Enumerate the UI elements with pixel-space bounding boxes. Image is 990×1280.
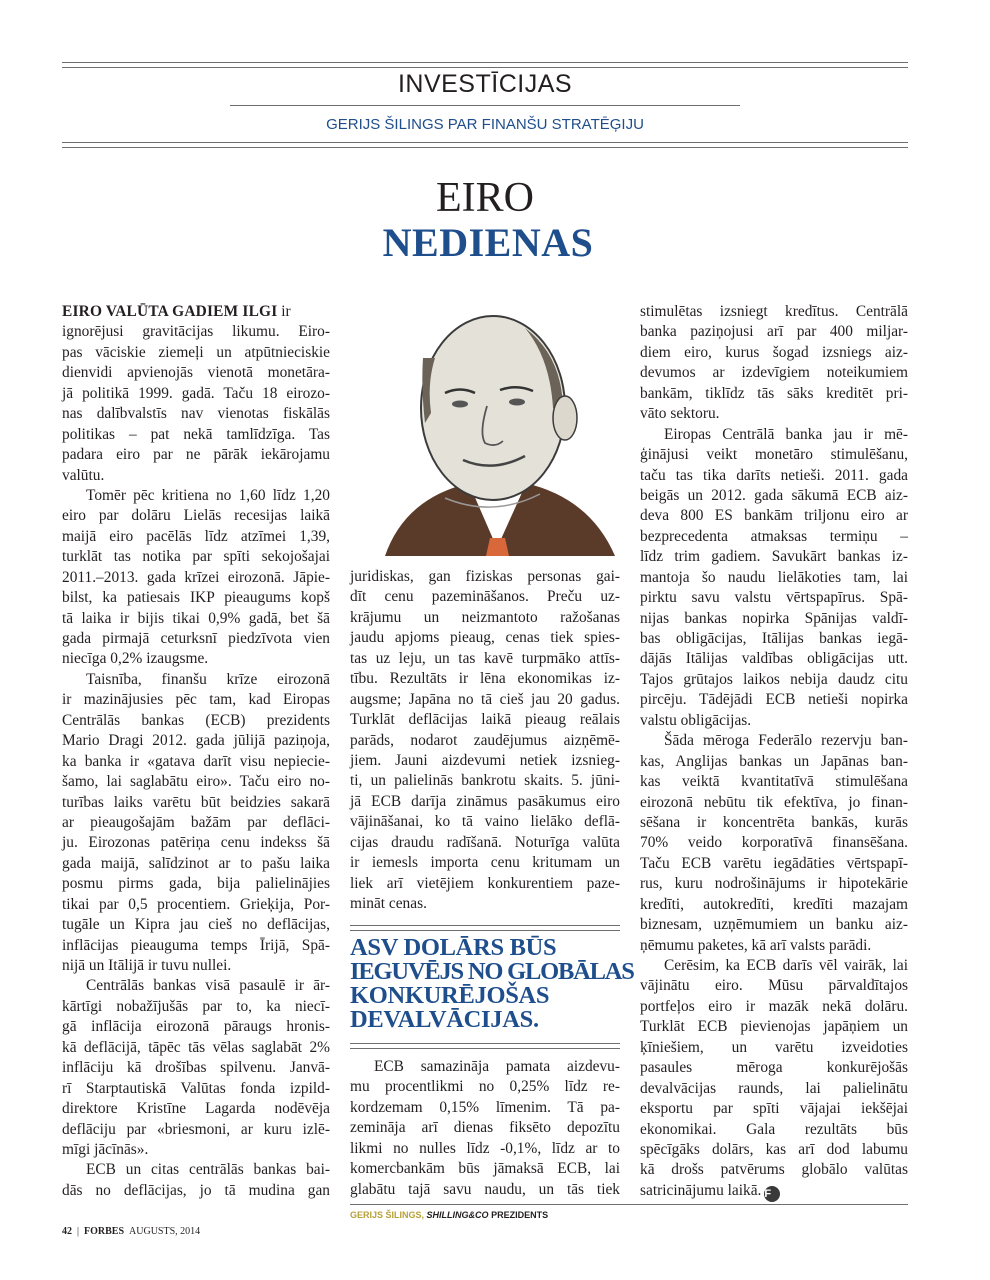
byline-role: PREZIDENTS — [491, 1210, 549, 1220]
lead-in: EIRO VALŪTA GADIEM ILGI — [62, 303, 278, 320]
page-number: 42 — [62, 1226, 72, 1237]
text-line: Tomēr pēc kritiena no 1,60 līdz 1,20 — [86, 486, 330, 504]
pull-quote-rule-top-2 — [350, 930, 620, 931]
text-line: parāds, nodarot zaudējumus aizņēmē- — [350, 731, 620, 749]
text-line: 2011.–2013. gada krīzei eirozonā. Jāpie- — [62, 568, 330, 586]
text-line: Centrālās bankas (ECB) prezidents — [62, 711, 330, 729]
text-line: pirktu savu valstu vērtspapīrus. Spā- — [640, 589, 908, 607]
text-line: Šāda mēroga Federālo rezervju ban- — [664, 732, 908, 750]
headline-line-2: NEDIENAS — [382, 220, 594, 265]
text-line: līdz trim gadiem. Savukārt bankas iz- — [640, 548, 908, 566]
text-line: portfeļos eiro ir mazāk nekā dolāru. — [640, 997, 908, 1015]
text-line: deva 800 ES bankām triljonu eiro ar — [640, 507, 908, 525]
text-line: Centrālās bankas visā pasaulē ir ār- — [86, 977, 330, 995]
text-line: jiem. Jauni aizdevumi netiek izsnieg- — [350, 751, 620, 769]
text-line: Tajos grūtajos laikos nebija daudz citu — [640, 670, 908, 688]
text-line — [62, 302, 330, 322]
top-rule-2 — [62, 67, 908, 68]
text-line: eiro par dolāru Lielās recesijas laikā — [62, 507, 330, 525]
text-line: ģinājusi veikt monetāro stimulēšanu, — [640, 446, 908, 464]
byline-rule — [350, 1204, 908, 1205]
text-line: krājumu un neizmantoto ražošanas — [350, 608, 620, 626]
text-line: maijā eiro pacēlās līdz atzīmei 1,39, — [62, 527, 330, 545]
text-line: Mario Dragi 2012. gada jūlijā paziņoja, — [62, 732, 330, 750]
text-line: dienvidi apvienojās vienotā monetāra- — [62, 364, 330, 382]
text-line-rest: ir — [281, 303, 291, 320]
text-line: bilst, ka patiesais IKP pieaugums kopš — [62, 589, 330, 607]
text-line: vāto sektoru. — [640, 405, 720, 423]
text-line: gada maijā, salīdzinot ar to pašu laika — [62, 854, 330, 872]
text-line: dājās Itālijas valdības obligācijas utt. — [640, 650, 908, 668]
byline-name: GERIJS ŠILINGS, — [350, 1210, 425, 1220]
article-column-2-top — [350, 567, 620, 914]
text-line: tību. Rezultāts ir lēna ekonomikas iz- — [350, 670, 620, 688]
text-line: turības laiks varētu būt beidzies sakarā — [62, 793, 330, 811]
text-line: diem eiro, kurus šogad izsniegs aiz- — [640, 343, 908, 361]
text-line: bas obligācijas, Itālijas bankas iegā- — [640, 630, 908, 647]
text-line: inflāciju kā drošības spilvenu. Janvā- — [62, 1059, 330, 1077]
text-line: dīt cenu pazemināšanos. Preču uz- — [350, 588, 620, 606]
text-line: kredīti, autokredīti, kredīti mazajam — [640, 895, 908, 913]
text-line: kā drošs patvērums globālo valūtas — [640, 1161, 908, 1179]
text-line: ti, un palielinās bankrotu skaits. 5. jūni- — [350, 772, 620, 790]
text-line: dās no deflācijas, jo tā mudina gan — [62, 1181, 330, 1199]
text-line: tā laika ir bijis tikai 0,9% gadā, bet šā — [62, 609, 330, 627]
text-line: jā ECB darīja zināmus pasākumus eiro — [350, 792, 620, 810]
section-title: INVESTĪCIJAS — [397, 70, 573, 98]
text-line: stimulētas izsniegt kredītus. Centrālā — [640, 303, 908, 320]
text-line: pas vāciskie ziemeļi un atpūtnieciskie — [62, 343, 330, 361]
text-line: gā inflācija eirozonā pāraugs hronis- — [62, 1018, 330, 1036]
text-line: kā deflācijā, tāpēc tās vēlas saglabāt 2% — [62, 1038, 330, 1056]
text-line: turklāt tas notika par spīti sekojošajai — [62, 548, 330, 566]
text-line: valūtu. — [62, 466, 105, 484]
pull-quote-line: IEGUVĒJS NO GLOBĀLAS — [350, 958, 634, 985]
text-line: gada pirmajā ceturksnī piedzīvota vien — [62, 630, 330, 647]
text-line: ekonomikai. Gala rezultāts būs — [640, 1120, 908, 1138]
pull-quote-rule-bottom-2 — [350, 1048, 620, 1049]
text-line: kas veiktā kvantitatīvā stimulēšana — [640, 773, 908, 791]
section-rule — [230, 105, 740, 106]
author-portrait — [375, 298, 620, 556]
text-line: jā politikā 1999. gadā. Taču 18 eirozo- — [62, 384, 330, 402]
text-line: beigās un 2012. gada sākumā ECB aiz- — [640, 486, 908, 504]
text-line: jaudu apjoms pieaug, cenas tiek spies- — [350, 629, 620, 647]
article-column-3 — [640, 302, 908, 1201]
text-line: banka paziņojusi arī par 400 miljar- — [640, 323, 908, 341]
text-line: ņēmumu paketes, kā arī valsts parādi. — [640, 936, 872, 954]
footer-separator: | — [77, 1226, 80, 1237]
portrait-illustration — [375, 298, 620, 556]
text-line: kordzemam 0,15% līmenim. Tā pa- — [350, 1098, 620, 1116]
byline-company: SHILLING&CO — [426, 1210, 489, 1220]
text-line: Turklāt deflācijas laikā pieaug reālais — [350, 711, 620, 729]
headline-line-1: EIRO — [436, 175, 534, 221]
text-line: nijas bankas nopirka Spānijas valdī- — [640, 609, 908, 627]
text-line: deflāciju par «briesmoni, ar kuru izlē- — [62, 1120, 330, 1138]
magazine-name: FORBES — [84, 1226, 125, 1237]
text-line: biznesam, uzņēmumiem un banku aiz- — [640, 916, 908, 934]
text-line: Taču ECB varētu iegādāties vērtspapī- — [640, 854, 908, 872]
text-line: kas, Anglijas bankas un Japānas ban- — [640, 752, 908, 770]
text-line: tikai par 0,5 procentiem. Grieķija, Por- — [62, 895, 330, 913]
text-line: pircēju. Tādējādi ECB netieši nopirka — [640, 691, 908, 709]
text-line: Eiropas Centrālā banka jau ir mē- — [664, 425, 908, 443]
header-bottom-rule-2 — [62, 147, 908, 148]
text-line: mīgi jācīnās». — [62, 1140, 149, 1158]
text-line: bezprecedenta atmaksas termiņu – — [640, 527, 908, 545]
text-line: pasaules mēroga konkurējošās — [640, 1059, 908, 1077]
text-line: augsme; Japāna no tā cieš jau 20 gadus. — [350, 690, 620, 708]
text-line: liek arī vietējiem konkurentiem paze- — [350, 874, 620, 892]
text-line: ignorējusi gravitācijas likumu. Eiro- — [62, 323, 330, 341]
text-line: posmu pirms gada, bija palielinājies — [62, 875, 330, 893]
page-footer — [62, 1226, 200, 1237]
text-line: šamo, lai saglabātu eiro». Taču eiro no- — [62, 773, 330, 791]
text-line: devalvācijas raunds, lai palielinātu — [640, 1079, 908, 1097]
text-line: ECB samazināja pamata aizdevu- — [374, 1058, 620, 1075]
text-line: vājināšanai, ko tā vaino lielāko deflā- — [350, 813, 620, 831]
text-line: Turklāt ECB pievienojas japāņiem un — [640, 1018, 908, 1036]
text-line: taču tas tika darīts netieši. 2011. gada — [640, 466, 908, 484]
text-line: mu procentlikmi no 0,25% līdz re- — [350, 1078, 620, 1096]
text-line: mināt cenas. — [350, 895, 427, 912]
text-line: devumos ar izdevīgiem noteikumiem — [640, 364, 908, 382]
top-rule — [62, 62, 908, 63]
text-line: eirozonā nebūtu tik efektīva, jo finan- — [640, 793, 908, 811]
pull-quote-rule-top — [350, 925, 620, 926]
issue-date: AUGUSTS, 2014 — [129, 1226, 201, 1237]
pull-quote-line: DEVALVĀCIJAS. — [350, 1006, 539, 1033]
text-line: rī Starptautiskā Valūtas fonda izpild- — [62, 1079, 330, 1097]
text-line: cijas draudu radīšanā. Noturīga valūta — [350, 833, 620, 851]
text-line: ir mazinājusies pēc tam, kad Eiropas — [62, 691, 330, 709]
text-line: ķīniešiem, un varētu izveidoties — [640, 1038, 908, 1056]
text-line: tugāle un Kipra jau cieš no deflācijas, — [62, 916, 330, 934]
text-line: Cerēsim, ka ECB darīs vēl vairāk, lai — [664, 957, 908, 974]
text-line: vājinātu eiro. Mūsu pārvaldītajos — [640, 977, 908, 995]
text-line: ir iemesls importa cenu kritumam un — [350, 854, 620, 872]
text-line: komercbankām būs jāmaksā ECB, lai — [350, 1160, 620, 1178]
text-line: 70% veido korporatīvā finansēšana. — [640, 834, 908, 852]
text-line — [640, 1181, 908, 1201]
pull-quote — [350, 934, 634, 1033]
text-line: direktore Kristīne Lagarda nodēvēja — [62, 1100, 330, 1118]
text-line-end: satricinājumu laikā. — [640, 1181, 762, 1199]
author-byline — [350, 1210, 548, 1220]
text-line: juridiskas, gan fiziskas personas gai- — [350, 568, 620, 585]
text-line: zemināja arī dienas fiksēto depozītu — [350, 1119, 620, 1137]
text-line: padara eiro par ne pārāk iekārojamu — [62, 446, 330, 464]
text-line: valstu obligācijas. — [640, 711, 752, 729]
text-line: ECB un citas centrālās bankas bai- — [86, 1161, 330, 1179]
text-line: nas dalībvalstīs nav vienotas fiskālās — [62, 405, 330, 423]
text-line: spēcīgāks dolārs, kas arī dod labumu — [640, 1140, 908, 1158]
text-line: niecīga 0,2% izaugsme. — [62, 650, 209, 668]
pull-quote-line: ASV DOLĀRS BŪS — [350, 934, 557, 961]
text-line: sēšana ir koncentrēta bankās, kurās — [640, 813, 908, 831]
text-line: glabātu tajā savu naudu, un tās tiek — [350, 1180, 620, 1198]
article-column-1 — [62, 302, 330, 1201]
column-kicker: GERIJS ŠILINGS PAR FINANŠU STRATĒĢIJU — [326, 116, 644, 133]
pull-quote-rule-bottom — [350, 1043, 620, 1044]
article-column-2-bottom — [350, 1057, 620, 1200]
header-bottom-rule — [62, 142, 908, 143]
text-line: politikas – pat nekā tamlīdzīga. Tas — [62, 425, 330, 443]
text-line: inflācijas pieauguma temps Īrijā, Spā- — [62, 936, 330, 954]
text-line: mantoja šo naudu lielākoties tam, lai — [640, 568, 908, 586]
text-line: ju. Eirozonas patēriņa cenu indekss šā — [62, 834, 330, 852]
text-line: bankām, tiklīdz tās sāks kreditēt pri- — [640, 384, 908, 402]
text-line: eksportu par spīti vājajai iekšējai — [640, 1100, 908, 1118]
text-line: tas uz leju, un tas kavē turpmāko attīs- — [350, 649, 620, 667]
pull-quote-line: KONKURĒJOŠAS — [350, 982, 550, 1009]
text-line: kārtīgi nobažījušās par to, ka niecī- — [62, 997, 330, 1015]
forbes-end-mark-icon: F — [764, 1186, 780, 1202]
text-line: likmi no nulles līdz -0,1%, līdz ar to — [350, 1139, 620, 1157]
text-line: ar pieaugošajām bažām par deflāci- — [62, 813, 330, 831]
text-line: rus, kuru nodrošinājums ir hipotekārie — [640, 875, 908, 893]
text-line: ka banka ir «gatava darīt visu nepiecie- — [62, 752, 330, 770]
text-line: nijā un Itālijā ir tuvu nullei. — [62, 957, 232, 974]
text-line: Taisnība, finanšu krīze eirozonā — [86, 670, 330, 688]
